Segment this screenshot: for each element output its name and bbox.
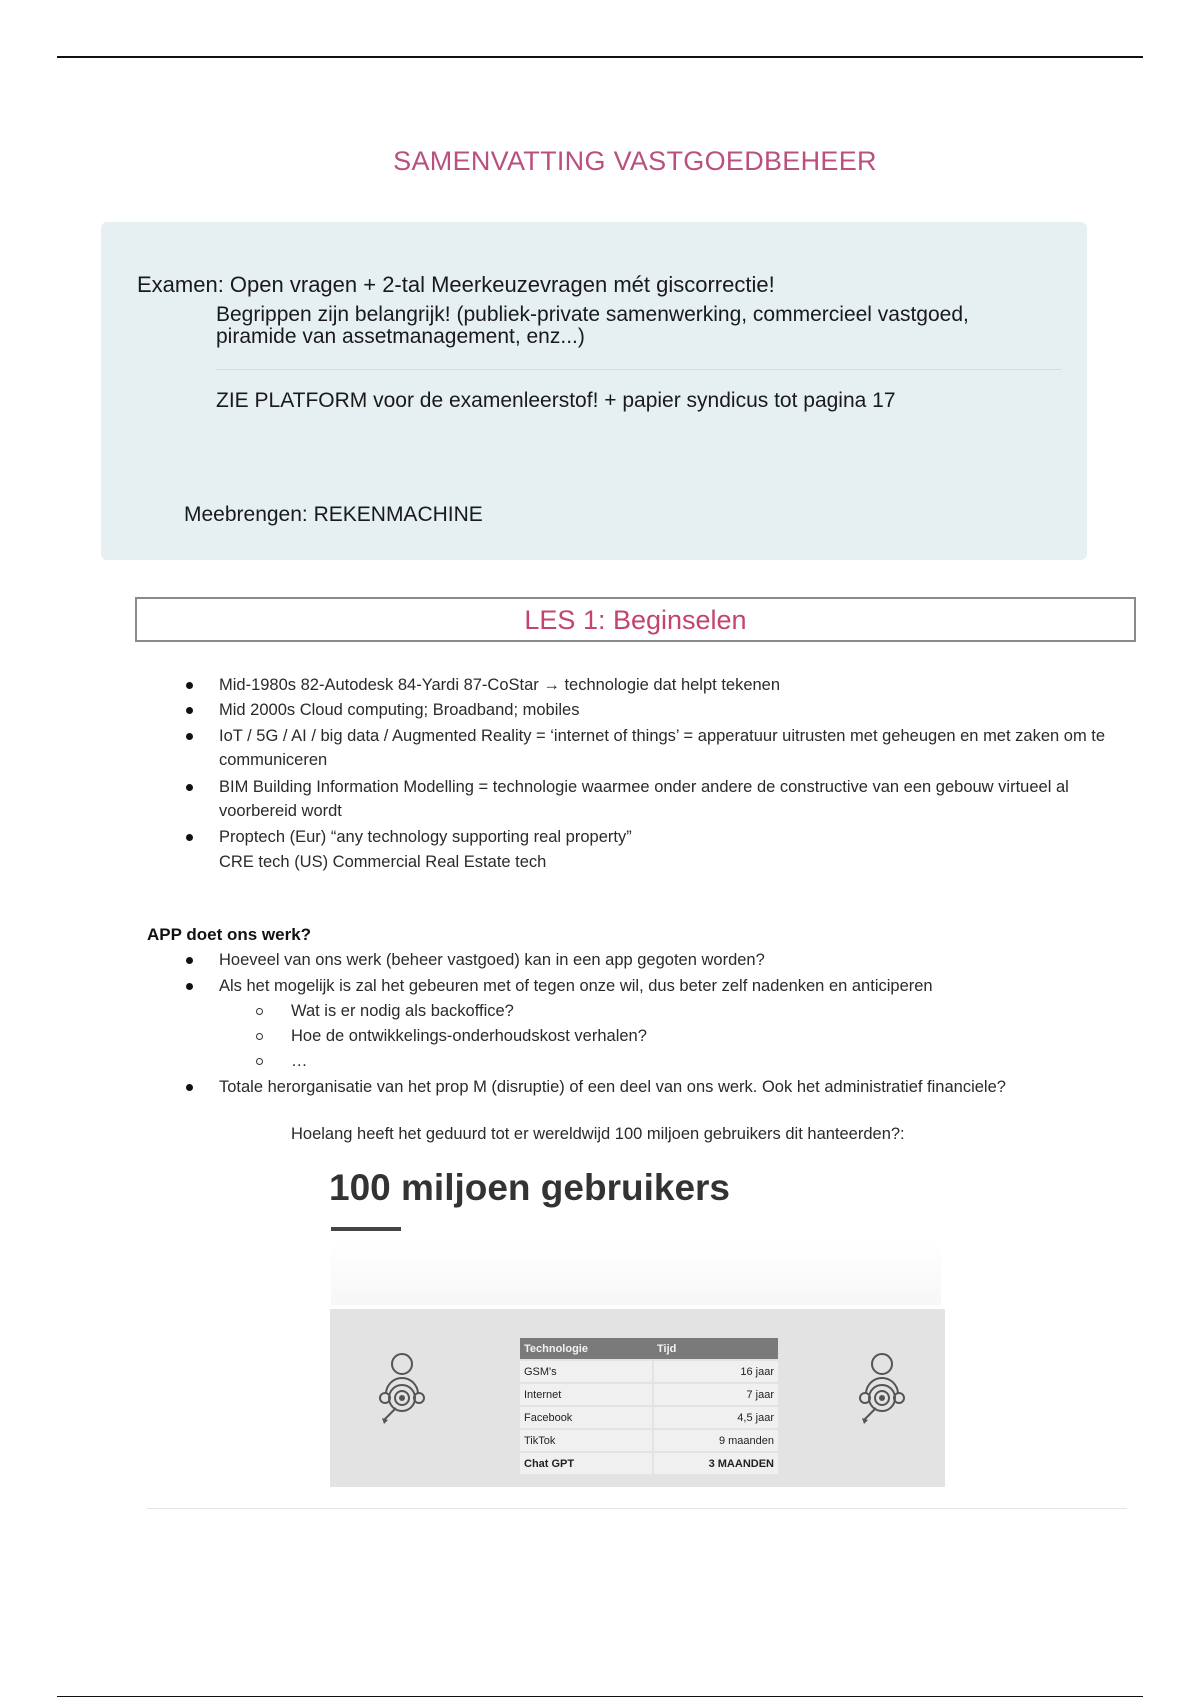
table-cell: 7 jaar (653, 1383, 778, 1406)
person-with-target-icon (372, 1352, 432, 1432)
slide-underline (331, 1227, 401, 1231)
bullet-icon (186, 682, 193, 689)
list-item: Hoeveel van ons werk (beheer vastgoed) kan in een app gegoten worden? (219, 948, 1119, 972)
table-row (520, 1360, 778, 1383)
list-item: Mid 2000s Cloud computing; Broadband; mobiles (219, 698, 1119, 722)
table-row (520, 1383, 778, 1406)
list-item: Totale herorganisatie van het prop M (disruptie) of een deel van ons werk. Ook het administratief financiele? (219, 1075, 1119, 1099)
list-item-continuation: CRE tech (US) Commercial Real Estate tech (219, 853, 547, 871)
table-row (520, 1452, 778, 1474)
table-cell: Facebook (520, 1406, 653, 1429)
list-item: IoT / 5G / AI / big data / Augmented Reality = ‘internet of things’ = apperatuur uitrusten met geheugen en met zaken om te communiceren (219, 724, 1119, 772)
person-with-target-icon (852, 1352, 912, 1432)
bullet-icon (186, 733, 193, 740)
exam-concepts-text: Begrippen zijn belangrijk! (publiek-private samenwerking, commercieel vastgoed, piramide van assetmanagement, enz...) (216, 303, 969, 348)
technology-adoption-table (520, 1338, 778, 1474)
table-cell: 9 maanden (653, 1429, 778, 1452)
slide-title: 100 miljoen gebruikers (329, 1167, 731, 1208)
exam-bring-text: Meebrengen: REKENMACHINE (184, 503, 483, 526)
circle-bullet-icon (256, 1008, 263, 1015)
bullet-icon (186, 784, 193, 791)
list-item: BIM Building Information Modelling = technologie waarmee onder andere de constructive van een gebouw virtueel al voorbereid wordt (219, 775, 1119, 823)
table-header: Technologie (520, 1338, 653, 1360)
exam-separator (216, 369, 1061, 370)
bullet-icon (186, 707, 193, 714)
exam-format-text: Examen: Open vragen + 2-tal Meerkeuzevragen mét giscorrectie! (137, 272, 775, 297)
app-heading: APP doet ons werk? (147, 925, 312, 944)
table-cell: 16 jaar (653, 1360, 778, 1383)
sub-list-item: Hoe de ontwikkelings-onderhoudskost verhalen? (291, 1024, 647, 1048)
table-row (520, 1429, 778, 1452)
bullet-icon (186, 1084, 193, 1091)
table-cell: Internet (520, 1383, 653, 1406)
circle-bullet-icon (256, 1058, 263, 1065)
sub-list-item: … (291, 1049, 308, 1073)
table-row (520, 1406, 778, 1429)
top-rule (57, 56, 1143, 58)
document-title: SAMENVATTING VASTGOEDBEHEER (393, 146, 877, 176)
table-cell: TikTok (520, 1429, 653, 1452)
table-header-row (520, 1338, 778, 1360)
bottom-rule (57, 1696, 1143, 1697)
circle-bullet-icon (256, 1033, 263, 1040)
bullet-icon (186, 983, 193, 990)
bullet-icon (186, 957, 193, 964)
list-item: Proptech (Eur) “any technology supporting real property” (219, 825, 1119, 849)
section-divider (147, 1508, 1127, 1509)
table-cell: 4,5 jaar (653, 1406, 778, 1429)
slide-background (331, 1240, 941, 1305)
sub-list-item: Wat is er nodig als backoffice? (291, 999, 514, 1023)
list-item: Als het mogelijk is zal het gebeuren met of tegen onze wil, dus beter zelf nadenken en anticiperen (219, 974, 1119, 998)
list-item: Mid-1980s 82-Autodesk 84-Yardi 87-CoStar → technologie dat helpt tekenen (219, 673, 1119, 697)
table-cell: Chat GPT (520, 1452, 653, 1474)
bullet-icon (186, 834, 193, 841)
exam-platform-text: ZIE PLATFORM voor de examenleerstof! + papier syndicus tot pagina 17 (216, 389, 896, 412)
table-cell: 3 MAANDEN (653, 1452, 778, 1474)
users-question: Hoelang heeft het geduurd tot er wereldwijd 100 miljoen gebruikers dit hanteerden?: (291, 1125, 905, 1143)
table-header: Tijd (653, 1338, 778, 1360)
lesson-title: LES 1: Beginselen (135, 597, 1136, 642)
table-cell: GSM's (520, 1360, 653, 1383)
